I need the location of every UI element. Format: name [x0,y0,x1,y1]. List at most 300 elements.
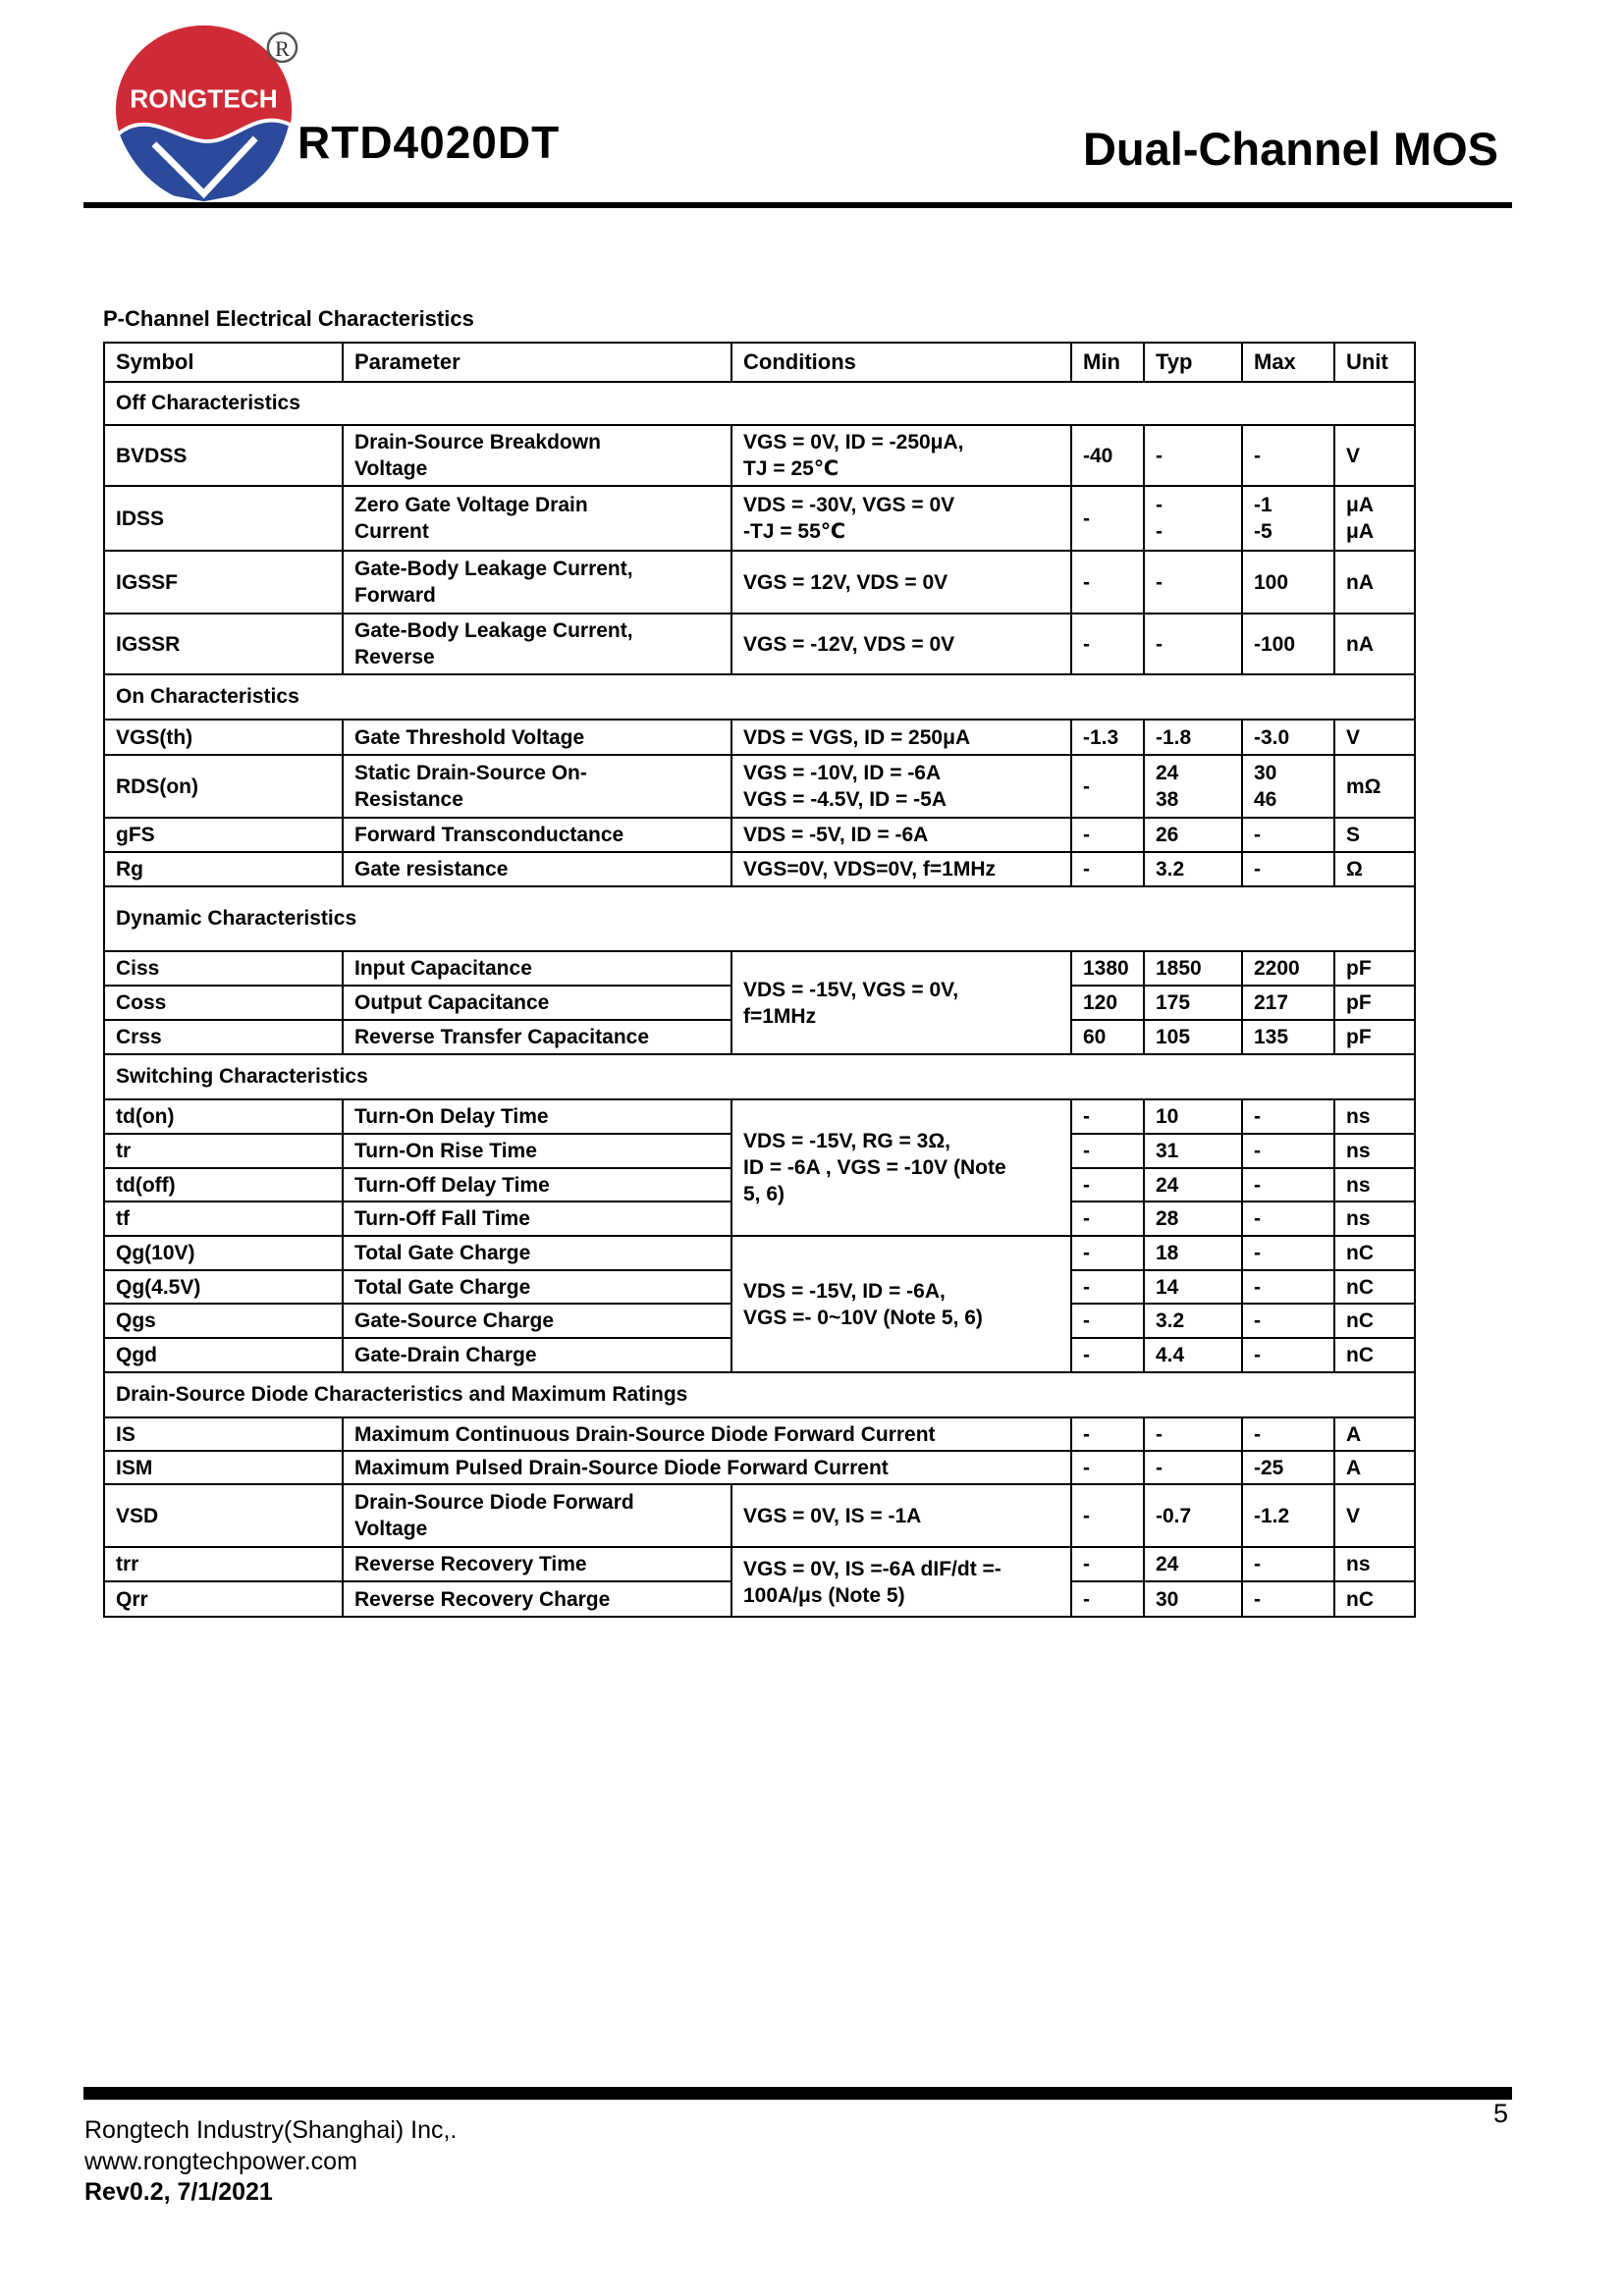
cell-line: td(on) [116,1105,175,1128]
table-cell [1334,1547,1415,1581]
table-cell [1071,755,1144,818]
table-cell [1071,1134,1144,1168]
table-cell [1242,1484,1334,1547]
section-header: Off Characteristics [104,382,1415,425]
table-cell [1334,1168,1415,1201]
cell-line: nC [1346,1344,1374,1366]
table-cell [104,1099,343,1134]
table-row [104,486,1415,551]
section-header: On Characteristics [104,674,1415,720]
column-header: Parameter [343,343,731,382]
table-row [104,852,1415,886]
cell-line: -1.8 [1156,725,1192,749]
table-cell [1334,1581,1415,1617]
cell-line: Total Gate Charge [354,1242,531,1264]
cell-line: - [1254,1242,1261,1264]
cell-line: - [1254,1275,1261,1299]
cell-line: Qgd [116,1344,157,1366]
table-cell [104,755,343,818]
cell-line: - [1156,520,1163,543]
cell-line: ns [1346,1173,1371,1197]
table-row [104,1484,1415,1547]
table-cell [1242,1417,1334,1451]
cell-line: 28 [1156,1207,1179,1230]
cell-line: Drain-Source Breakdown [354,431,601,454]
table-cell [1334,951,1415,986]
cell-line: - [1083,1456,1090,1479]
table-cell [1242,1236,1334,1270]
cell-line: Forward [354,584,436,607]
cell-line: 24 [1156,762,1179,784]
cell-line: VDS = -15V, RG = 3Ω, [743,1130,950,1152]
table-cell [1242,1134,1334,1168]
table-cell [1144,1236,1242,1270]
cell-line: Static Drain-Source On- [354,762,587,784]
table-cell [1071,1417,1144,1451]
table-cell [343,1417,1071,1451]
table-cell [104,1270,343,1304]
column-header: Min [1071,343,1144,382]
table-cell [1334,1451,1415,1484]
cell-line: nC [1346,1275,1374,1299]
cell-line: - [1156,632,1163,656]
table-cell [1144,1020,1242,1054]
table-cell [1242,1338,1334,1372]
table-row [104,951,1415,986]
table-cell [343,551,731,614]
table-cell [1334,1201,1415,1236]
table-cell [1071,1484,1144,1547]
table-cell [1242,425,1334,486]
header-row [104,343,1415,382]
table-cell [1144,755,1242,818]
cell-line: 100 [1254,570,1289,594]
table-cell [731,551,1071,614]
table-row [104,1417,1415,1451]
cell-line: - [1254,858,1261,881]
table-cell [1242,1304,1334,1338]
section-header: Drain-Source Diode Characteristics and Maximum Ratings [104,1372,1415,1417]
table-cell [1334,1270,1415,1304]
table-cell [1334,1417,1415,1451]
table-cell [1071,1168,1144,1201]
table-cell [1144,1201,1242,1236]
table-cell [104,1484,343,1547]
table-cell [731,1484,1071,1547]
cell-line: - [1083,1105,1090,1128]
cell-line: - [1254,1207,1261,1230]
cell-line: ID = -6A , VGS = -10V (Note [743,1156,1006,1179]
cell-line: pF [1346,957,1372,980]
cell-line: - [1254,1173,1261,1197]
table-cell [1071,1304,1144,1338]
cell-line: Gate Threshold Voltage [354,725,585,749]
table-cell [1071,818,1144,852]
cell-line: nC [1346,1309,1374,1332]
table-cell [104,1168,343,1201]
cell-line: Qrr [116,1587,148,1611]
column-header: Max [1242,343,1334,382]
cell-line: VGS(th) [116,725,193,749]
cell-line: VDS = VGS, ID = 250μA [743,725,971,749]
cell-line: 1380 [1083,957,1129,980]
table-row [104,1236,1415,1270]
table-cell [1144,1134,1242,1168]
cell-line: -1.3 [1083,725,1119,749]
table-cell [1334,818,1415,852]
table-cell [343,986,731,1020]
cell-line: Voltage [354,457,428,480]
cell-line: VGS =- 0~10V (Note 5, 6) [743,1306,983,1329]
table-cell [343,486,731,551]
cell-line: - [1083,1140,1090,1162]
cell-line: Reverse Recovery Charge [354,1587,611,1611]
cell-line: VDS = -15V, VGS = 0V, [743,978,959,1001]
table-cell [343,1451,1071,1484]
cell-line: ns [1346,1553,1371,1575]
table-cell [731,951,1071,1054]
cell-line: Turn-Off Fall Time [354,1207,530,1230]
table-cell [1144,1581,1242,1617]
table-cell [343,425,731,486]
cell-line: Total Gate Charge [354,1275,531,1299]
table-cell [343,1304,731,1338]
table-cell [1242,951,1334,986]
table-cell [1242,1099,1334,1134]
cell-line: Gate-Source Charge [354,1309,555,1332]
table-cell [1071,425,1144,486]
cell-line: 30 [1156,1587,1179,1611]
cell-line: Qgs [116,1309,156,1332]
cell-line: 3.2 [1156,1309,1185,1332]
cell-line: 10 [1156,1105,1179,1128]
table-cell [1242,1581,1334,1617]
table-row [104,1451,1415,1484]
registered-mark-letter: R [274,36,290,62]
table-cell [1071,986,1144,1020]
cell-line: VGS = 0V, IS =-6A dIF/dt =- [743,1557,1001,1580]
cell-line: 46 [1254,788,1277,811]
cell-line: 38 [1156,788,1179,811]
table-cell [1071,1236,1144,1270]
cell-line: - [1083,507,1090,530]
cell-line: IDSS [116,507,165,530]
cell-line: -1 [1254,494,1272,516]
cell-line: - [1083,1173,1090,1197]
table-cell [1242,852,1334,886]
table-cell [1071,720,1144,755]
cell-line: A [1346,1456,1362,1479]
table-cell [1242,986,1334,1020]
table-cell [1144,1304,1242,1338]
table-row [104,720,1415,755]
table-cell [1144,614,1242,674]
cell-line: nA [1346,632,1374,656]
footer-company: Rongtech Industry(Shanghai) Inc,. [84,2116,458,2144]
table-cell [343,1581,731,1617]
table-cell [1144,852,1242,886]
cell-line: - [1083,1309,1090,1332]
cell-line: -25 [1254,1456,1284,1479]
table-cell [1071,1338,1144,1372]
cell-line: - [1083,632,1090,656]
table-cell [731,1236,1071,1372]
cell-line: 3.2 [1156,858,1185,881]
table-cell [1144,1547,1242,1581]
cell-line: gFS [116,824,155,846]
cell-line: 31 [1156,1140,1179,1162]
table-cell [1334,720,1415,755]
table-cell [1242,1547,1334,1581]
cell-line: 100A/μs (Note 5) [743,1583,905,1607]
table-cell [1144,1338,1242,1372]
cell-line: S [1346,824,1361,846]
cell-line: Ω [1346,858,1363,881]
cell-line: - [1083,1422,1090,1446]
cell-line: -TJ = 55℃ [743,520,846,543]
table-row [104,551,1415,614]
cell-line: - [1254,1105,1261,1128]
table-cell [1144,1099,1242,1134]
table-cell [1144,986,1242,1020]
cell-line: - [1083,824,1090,846]
table-cell [1144,551,1242,614]
table-cell [343,1547,731,1581]
cell-line: Forward Transconductance [354,824,624,846]
cell-line: Zero Gate Voltage Drain [354,494,588,516]
table-cell [1144,1270,1242,1304]
table-cell [1242,1451,1334,1484]
table-row [104,1547,1415,1581]
cell-line: 26 [1156,824,1179,846]
cell-line: - [1083,1344,1090,1366]
table-cell [1071,551,1144,614]
logo-text: RONGTECH [130,83,278,114]
cell-line: - [1083,858,1090,881]
column-header: Typ [1144,343,1242,382]
cell-line: Voltage [354,1518,428,1540]
cell-line: ISM [116,1456,153,1479]
table-cell [104,720,343,755]
cell-line: Qg(4.5V) [116,1275,201,1299]
cell-line: - [1083,1275,1090,1299]
cell-line: 18 [1156,1242,1179,1264]
cell-line: -100 [1254,632,1296,656]
table-cell [1334,425,1415,486]
cell-line: Reverse Recovery Time [354,1553,587,1575]
table-cell [1144,951,1242,986]
column-header: Unit [1334,343,1415,382]
table-cell [731,755,1071,818]
header-divider [83,202,1512,208]
cell-line: -40 [1083,444,1113,467]
table-cell [731,486,1071,551]
cell-line: - [1156,444,1163,467]
cell-line: 5, 6) [743,1183,785,1205]
cell-line: 24 [1156,1173,1179,1197]
cell-line: A [1346,1422,1362,1446]
cell-line: ns [1346,1207,1371,1230]
table-cell [731,425,1071,486]
cell-line: 217 [1254,991,1289,1014]
cell-line: Reverse [354,646,435,668]
table-cell [1071,1099,1144,1134]
table-cell [1242,614,1334,674]
table-cell [1071,1201,1144,1236]
table-cell [1144,1168,1242,1201]
table-cell [104,951,343,986]
cell-line: - [1083,570,1090,594]
table-cell [1071,852,1144,886]
cell-line: pF [1346,991,1372,1014]
table-cell [343,1134,731,1168]
footer-website: www.rongtechpower.com [84,2148,357,2175]
rongtech-logo-icon [110,22,301,208]
table-cell [1071,486,1144,551]
characteristics-table [103,342,1416,1618]
table-cell [731,614,1071,674]
table-body [104,343,1415,1617]
cell-line: VGS = -12V, VDS = 0V [743,632,955,656]
cell-line: VGS = -10V, ID = -6A [743,762,942,784]
table-cell [1144,818,1242,852]
cell-line: 4.4 [1156,1344,1185,1366]
cell-line: V [1346,725,1361,749]
cell-line: 60 [1083,1026,1107,1048]
table-cell [104,551,343,614]
cell-line: Resistance [354,788,463,811]
cell-line: - [1254,1587,1261,1611]
cell-line: 1850 [1156,957,1202,980]
table-cell [1071,1547,1144,1581]
table-cell [1242,720,1334,755]
table-cell [1071,1581,1144,1617]
cell-line: ns [1346,1105,1371,1128]
table-cell [343,755,731,818]
table-title: P-Channel Electrical Characteristics [103,306,474,331]
cell-line: nC [1346,1587,1374,1611]
cell-line: Reverse Transfer Capacitance [354,1026,649,1048]
cell-line: VGS = 0V, ID = -250μA, [743,431,964,454]
table-cell [1334,551,1415,614]
footer-revision: Rev0.2, 7/1/2021 [84,2178,273,2206]
table-cell [1242,1020,1334,1054]
table-cell [731,720,1071,755]
page-number: 5 [1492,2099,1508,2128]
table-cell [343,1484,731,1547]
table-cell [343,852,731,886]
table-cell [1334,614,1415,674]
table-cell [1242,755,1334,818]
table-cell [1334,486,1415,551]
table-cell [343,818,731,852]
cell-line: VDS = -15V, ID = -6A, [743,1279,946,1303]
table-cell [1242,818,1334,852]
cell-line: - [1254,1553,1261,1575]
cell-line: VDS = -5V, ID = -6A [743,824,929,846]
cell-line: - [1083,1242,1090,1264]
table-row [104,614,1415,674]
table-cell [343,1338,731,1372]
cell-line: -5 [1254,520,1272,543]
table-cell [104,1338,343,1372]
cell-line: 135 [1254,1026,1289,1048]
table-cell [1071,1020,1144,1054]
cell-line: - [1083,774,1090,798]
table-cell [104,986,343,1020]
cell-line: - [1083,1587,1090,1611]
table-cell [1242,486,1334,551]
cell-line: - [1156,1422,1163,1446]
cell-line: Gate resistance [354,858,509,881]
cell-line: μA [1346,520,1375,543]
table-cell [104,852,343,886]
table-cell [1334,1484,1415,1547]
table-cell [104,1451,343,1484]
cell-line: VGS=0V, VDS=0V, f=1MHz [743,858,997,881]
cell-line: V [1346,1504,1361,1527]
cell-line: Gate-Body Leakage Current, [354,619,633,642]
table-cell [1334,1099,1415,1134]
cell-line: trr [116,1553,139,1575]
cell-line: pF [1346,1026,1372,1048]
table-cell [1334,1304,1415,1338]
cell-line: - [1156,570,1163,594]
cell-line: -3.0 [1254,725,1290,749]
table-cell [1334,1236,1415,1270]
table-cell [1334,852,1415,886]
table-cell [104,425,343,486]
section-row [104,886,1415,951]
table-cell [104,486,343,551]
table-cell [343,1020,731,1054]
part-number-title: RTD4020DT [298,117,561,168]
section-row [104,382,1415,425]
table-cell [343,1201,731,1236]
table-cell [1071,951,1144,986]
footer-divider [83,2087,1512,2100]
table-row [104,755,1415,818]
table-cell [104,1304,343,1338]
cell-line: IS [116,1422,135,1446]
cell-line: 105 [1156,1026,1191,1048]
cell-line: - [1254,1344,1261,1366]
cell-line: IGSSF [116,570,179,594]
cell-line: Gate-Drain Charge [354,1344,537,1366]
cell-line: 14 [1156,1275,1179,1299]
cell-line: - [1083,1207,1090,1230]
cell-line: -1.2 [1254,1504,1290,1527]
table-row [104,818,1415,852]
table-cell [104,1134,343,1168]
cell-line: - [1156,1456,1163,1479]
document-title: Dual-Channel MOS [1082,123,1498,175]
section-header: Switching Characteristics [104,1054,1415,1099]
table-cell [1071,614,1144,674]
table-cell [104,1547,343,1581]
table-cell [104,1236,343,1270]
cell-line: Crss [116,1026,162,1048]
table-cell [731,818,1071,852]
cell-line: nA [1346,570,1374,594]
table-cell [1334,986,1415,1020]
cell-line: mΩ [1346,774,1381,798]
table-cell [343,720,731,755]
table-cell [104,1581,343,1617]
table-cell [1242,1201,1334,1236]
section-row [104,1054,1415,1099]
cell-line: tf [116,1207,130,1230]
